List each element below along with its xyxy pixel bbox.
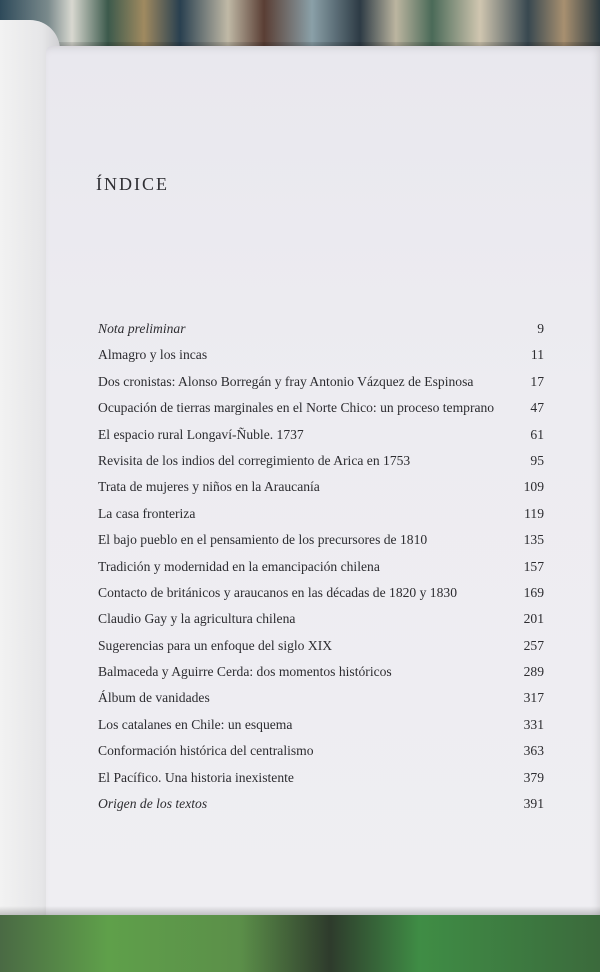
toc-entry bbox=[98, 422, 544, 448]
toc-entry bbox=[98, 685, 544, 711]
table-of-contents bbox=[98, 316, 544, 817]
toc-entry-title: Tradición y modernidad en la emancipación chilena bbox=[98, 558, 380, 574]
toc-entry bbox=[98, 395, 544, 421]
toc-entry bbox=[98, 580, 544, 606]
toc-entry-page: 9 bbox=[537, 321, 544, 336]
toc-entry bbox=[98, 448, 544, 474]
toc-entry-title: Nota preliminar bbox=[98, 321, 186, 336]
toc-entry-page: 257 bbox=[523, 637, 544, 653]
toc-entry-page: 61 bbox=[530, 426, 544, 442]
toc-entry-title: El Pacífico. Una historia inexistente bbox=[98, 769, 294, 785]
toc-entry-title: La casa fronteriza bbox=[98, 505, 196, 521]
toc-entry-title: Contacto de británicos y araucanos en las décadas de 1820 y 1830 bbox=[98, 584, 457, 600]
toc-entry-page: 331 bbox=[523, 716, 544, 732]
toc-entry-title: Origen de los textos bbox=[98, 796, 208, 812]
toc-entry bbox=[98, 738, 544, 764]
toc-entry-page: 11 bbox=[530, 347, 544, 363]
toc-entry-title: Revisita de los indios del corregimiento de Arica en 1753 bbox=[98, 452, 411, 468]
toc-entry bbox=[98, 633, 544, 659]
toc-entry-page: 363 bbox=[523, 743, 544, 759]
toc-entry-page: 289 bbox=[523, 664, 544, 680]
toc-entry bbox=[98, 712, 544, 738]
toc-entry-page: 17 bbox=[530, 373, 544, 389]
toc-entry-page: 95 bbox=[530, 452, 544, 468]
toc-entry-title: Ocupación de tierras marginales en el Norte Chico: un proceso temprano bbox=[98, 400, 495, 416]
toc-entry-page: 135 bbox=[523, 532, 544, 548]
toc-entry bbox=[98, 606, 544, 632]
toc-entry bbox=[98, 316, 544, 342]
toc-entry bbox=[98, 765, 544, 791]
toc-entry-page: 201 bbox=[523, 611, 544, 627]
toc-entry-page: 169 bbox=[523, 584, 544, 600]
toc-entry bbox=[98, 554, 544, 580]
toc-entry bbox=[98, 369, 544, 395]
toc-entry-title: El bajo pueblo en el pensamiento de los precursores de 1810 bbox=[98, 532, 428, 548]
page-title: ÍNDICE bbox=[96, 174, 169, 194]
toc-entry bbox=[98, 527, 544, 553]
toc-entry-page: 379 bbox=[523, 769, 544, 785]
toc-entry-title: Claudio Gay y la agricultura chilena bbox=[98, 611, 296, 627]
toc-entry-page: 47 bbox=[530, 400, 544, 416]
toc-entry bbox=[98, 474, 544, 500]
toc-entry-title: Los catalanes en Chile: un esquema bbox=[98, 716, 293, 732]
toc-entry-title: El espacio rural Longaví-Ñuble. 1737 bbox=[98, 426, 304, 442]
toc-entry bbox=[98, 659, 544, 685]
green-stand bbox=[0, 915, 600, 972]
toc-entry-title: Álbum de vanidades bbox=[98, 690, 210, 706]
toc-entry-title: Almagro y los incas bbox=[98, 347, 208, 363]
toc-entry-page: 119 bbox=[524, 505, 544, 521]
toc-entry-title: Balmaceda y Aguirre Cerda: dos momentos históricos bbox=[98, 664, 392, 680]
toc-entry-title: Dos cronistas: Alonso Borregán y fray Antonio Vázquez de Espinosa bbox=[98, 373, 474, 389]
toc-entry bbox=[98, 791, 544, 817]
toc-entry bbox=[98, 501, 544, 527]
toc-entry-page: 391 bbox=[523, 796, 544, 812]
toc-entry-title: Conformación histórica del centralismo bbox=[98, 743, 314, 759]
toc-entry-page: 109 bbox=[523, 479, 544, 495]
toc-entry-page: 157 bbox=[523, 558, 544, 574]
toc-entry-title: Sugerencias para un enfoque del siglo XIX bbox=[98, 637, 333, 653]
toc-entry bbox=[98, 342, 544, 368]
toc-entry-page: 317 bbox=[523, 690, 544, 706]
toc-entry-title: Trata de mujeres y niños en la Araucanía bbox=[98, 479, 320, 495]
